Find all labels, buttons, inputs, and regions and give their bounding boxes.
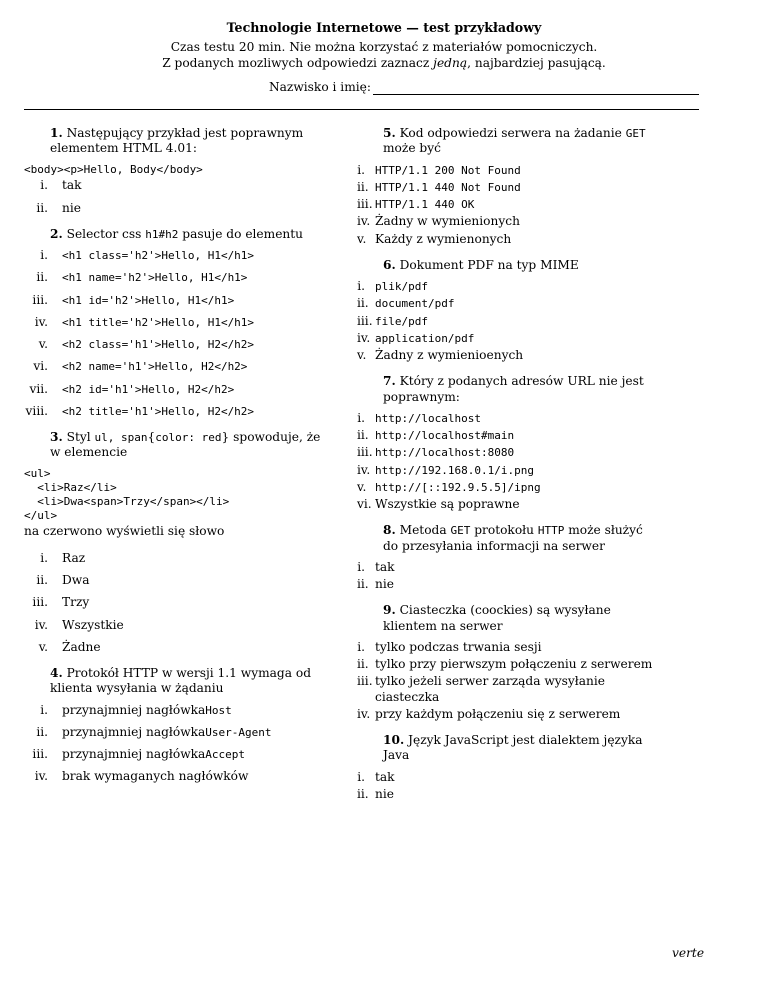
option-number: iv. (357, 462, 371, 477)
code-sample: <body><p>Hello, Body</body> (24, 162, 203, 176)
answer-option[interactable] (357, 232, 657, 247)
option-number: ii. (36, 270, 48, 285)
option-text: nie (375, 577, 394, 591)
option-text: tylko przy pierwszym połączeniu z serwerem (375, 657, 653, 671)
question-text (357, 523, 657, 554)
answer-option[interactable] (24, 595, 334, 610)
answer-option[interactable] (357, 214, 657, 229)
option-text: <h2 name='h1'>Hello, H2</h2> (62, 360, 248, 374)
question-10 (357, 733, 657, 802)
answer-option[interactable] (24, 178, 334, 193)
option-text: file/pdf (375, 314, 428, 328)
option-number: i. (40, 178, 48, 193)
answer-option[interactable] (357, 428, 657, 443)
test-header (0, 20, 768, 72)
answer-option[interactable] (357, 497, 657, 512)
question-9 (357, 603, 657, 722)
question-text (24, 430, 334, 461)
question-number: 4. (50, 666, 63, 681)
left-column (24, 126, 334, 796)
option-text: HTTP/1.1 440 Not Found (375, 180, 521, 194)
name-row (269, 80, 699, 95)
verte-note: verte (672, 946, 705, 960)
question-body: Który z podanych adresów URL nie jest poprawnym: (383, 374, 644, 404)
option-text: document/pdf (375, 297, 455, 311)
question-text (24, 227, 334, 242)
option-number: iii. (32, 747, 48, 762)
question-body: Selector css (66, 226, 146, 241)
option-number: i. (357, 639, 365, 654)
option-number: ii. (357, 577, 369, 591)
brace: } (221, 430, 230, 444)
option-text: http://localhost#main (375, 429, 515, 442)
answer-option[interactable] (357, 296, 657, 311)
option-number: iii. (32, 292, 48, 307)
answer-option[interactable] (24, 703, 334, 718)
answer-option[interactable] (357, 445, 657, 460)
inline-code: h1#h2 (145, 227, 179, 241)
answer-option[interactable] (24, 640, 334, 655)
answer-option[interactable] (357, 560, 657, 575)
option-text: Dwa (62, 573, 90, 588)
question-number: 5. (383, 126, 396, 140)
question-number: 9. (383, 603, 396, 618)
option-number: i. (357, 769, 365, 784)
option-number: iii. (32, 595, 48, 610)
options-list (24, 178, 334, 216)
question-body: Następujący przykład jest poprawnym elementem HTML 4.01: (50, 126, 304, 156)
question-text (357, 603, 657, 634)
answer-option[interactable] (357, 770, 657, 785)
option-text: <h1 class='h2'>Hello, H1</h1> (62, 249, 255, 262)
question-body: Metoda (399, 523, 451, 538)
question-body: protokołu (470, 523, 538, 538)
test-title: Technologie Internetowe — test przykładowy (226, 20, 542, 35)
option-number: vi. (33, 359, 48, 374)
answer-option[interactable] (24, 359, 334, 374)
question-5 (357, 126, 657, 247)
answer-option[interactable] (24, 382, 334, 397)
answer-option[interactable] (24, 293, 334, 308)
answer-option[interactable] (24, 248, 334, 263)
inline-code: ul, span (94, 431, 148, 444)
inline-code: color: red (155, 431, 222, 444)
option-text: application/pdf (375, 331, 475, 345)
options-list (24, 551, 334, 655)
answer-option[interactable] (24, 201, 334, 216)
option-number: v. (357, 348, 367, 362)
option-text: tylko podczas trwania sesji (375, 639, 542, 654)
option-text: <h2 class='h1'>Hello, H2</h2> (62, 338, 255, 351)
question-body: Styl (66, 430, 95, 444)
option-text: http://localhost:8080 (375, 446, 515, 460)
option-number: vi. (357, 497, 372, 511)
question-body: spowoduje, że w elemencie (50, 430, 321, 460)
option-text: nie (375, 786, 394, 801)
option-number: ii. (357, 657, 369, 671)
options-list (357, 640, 657, 722)
option-text: przy każdym połączeniu się z serwerem (375, 706, 621, 721)
option-number: ii. (36, 724, 48, 739)
option-text: brak wymaganych nagłówków (62, 769, 249, 784)
option-text: Żadne (62, 639, 101, 654)
option-text: Żadny z wymienioenych (375, 348, 524, 362)
question-text (24, 126, 334, 157)
option-text: HTTP/1.1 200 Not Found (375, 163, 521, 177)
answer-option[interactable] (357, 314, 657, 329)
option-number: iii. (357, 313, 373, 328)
option-number: iv. (34, 314, 48, 329)
question-continuation: na czerwono wyświetli się słowo (24, 523, 225, 538)
question-body: Dokument PDF na typ MIME (399, 257, 579, 272)
answer-option[interactable] (357, 787, 657, 802)
answer-option[interactable] (24, 618, 334, 633)
question-text (357, 126, 657, 157)
option-text: http://192.168.0.1/i.png (375, 463, 534, 477)
option-text: przynajmniej nagłówka (62, 724, 206, 739)
option-text: <h1 id='h2'>Hello, H1</h1> (62, 293, 235, 307)
option-text: HTTP/1.1 440 OK (375, 198, 475, 211)
options-list (357, 279, 657, 363)
answer-option[interactable] (24, 725, 334, 740)
option-number: v. (357, 479, 367, 494)
answer-option[interactable] (357, 707, 657, 722)
option-number: iii. (357, 674, 373, 689)
option-text: plik/pdf (375, 280, 428, 293)
option-text: tylko jeżeli serwer zarząda wysyłanie ciasteczka (375, 674, 605, 704)
test-instructions-1: Czas testu 20 min. Nie można korzystać z materiałów pomocniczych. (170, 39, 598, 54)
question-text (357, 374, 657, 405)
option-text: przynajmniej nagłówka (62, 747, 206, 762)
option-number: iv. (34, 617, 48, 632)
question-number: 7. (383, 374, 396, 389)
question-body: Ciasteczka (coockies) są wysyłane klientem na serwer (383, 603, 611, 633)
answer-option[interactable] (357, 657, 657, 672)
question-body: pasuje do elementu (178, 226, 304, 241)
answer-option[interactable] (24, 769, 334, 784)
option-number: v. (38, 337, 48, 351)
option-number: i. (40, 550, 48, 565)
options-list (24, 703, 334, 785)
answer-option[interactable] (24, 551, 334, 566)
question-body: Kod odpowiedzi serwera na żadanie (399, 126, 626, 140)
inline-code: HTTP (537, 524, 565, 538)
answer-option[interactable] (24, 573, 334, 588)
question-1 (24, 126, 334, 216)
answer-option[interactable] (357, 480, 657, 495)
option-text: tak (375, 769, 395, 784)
brace: { (147, 430, 156, 444)
option-number: iii. (357, 197, 373, 211)
question-number: 3. (50, 430, 63, 444)
options-list (357, 770, 657, 803)
option-number: v. (38, 639, 48, 654)
question-number: 8. (383, 523, 396, 538)
question-text (24, 666, 334, 697)
option-number: ii. (357, 428, 369, 442)
instr-text: , najbardziej pasującą. (467, 55, 606, 70)
option-text: Każdy z wymienonych (375, 231, 512, 246)
question-number: 10. (383, 733, 405, 747)
name-field-line[interactable] (373, 82, 699, 95)
option-number: i. (357, 559, 365, 574)
option-number: i. (40, 702, 48, 717)
option-number: ii. (36, 200, 48, 215)
inline-code: GET (450, 524, 471, 538)
answer-option[interactable] (24, 270, 334, 285)
answer-option[interactable] (357, 279, 657, 294)
options-list (357, 411, 657, 513)
option-number: v. (357, 231, 367, 246)
question-body: może służyć do przesyłania informacji na serwer (383, 523, 643, 553)
option-number: i. (40, 248, 48, 262)
answer-option[interactable] (357, 640, 657, 655)
option-text: Raz (62, 550, 86, 565)
answer-option[interactable] (357, 331, 657, 346)
option-text: <h2 id='h1'>Hello, H2</h2> (62, 382, 235, 396)
question-number: 2. (50, 226, 63, 241)
instr-emphasis: jedną (433, 55, 468, 70)
answer-option[interactable] (24, 404, 334, 419)
option-code: Host (205, 703, 232, 717)
answer-option[interactable] (357, 463, 657, 478)
answer-option[interactable] (357, 197, 657, 212)
question-text (357, 258, 657, 273)
inline-code: GET (625, 127, 646, 140)
option-number: i. (357, 279, 365, 293)
option-text: <h2 title='h1'>Hello, H2</h2> (62, 404, 255, 418)
option-number: iv. (357, 330, 371, 345)
option-number: ii. (357, 786, 369, 801)
option-text: Wszystkie (62, 617, 124, 632)
option-text: http://[::192.9.5.5]/ipng (375, 480, 541, 494)
answer-option[interactable] (24, 337, 334, 352)
question-2 (24, 227, 334, 419)
answer-option[interactable] (357, 163, 657, 178)
question-6 (357, 258, 657, 364)
code-sample: <ul> <li>Raz</li> <li>Dwa<span>Trzy</span></li> </ul> (24, 466, 230, 523)
option-number: vii. (29, 381, 48, 396)
option-text: Wszystkie są poprawne (375, 497, 520, 511)
option-text: nie (62, 200, 81, 215)
answer-option[interactable] (357, 674, 657, 705)
name-label: Nazwisko i imię: (269, 80, 371, 94)
instr-text: Z podanych mozliwych odpowiedzi zaznacz (162, 55, 434, 70)
option-number: ii. (357, 179, 369, 194)
option-number: ii. (36, 573, 48, 588)
answer-option[interactable] (357, 411, 657, 426)
header-divider (24, 109, 699, 110)
option-text: <h1 name='h2'>Hello, H1</h1> (62, 271, 248, 285)
option-number: iii. (357, 445, 373, 460)
answer-option[interactable] (24, 747, 334, 762)
question-4 (24, 666, 334, 785)
option-number: i. (357, 410, 365, 425)
option-number: i. (357, 162, 365, 177)
options-list (24, 248, 334, 419)
answer-option[interactable] (24, 315, 334, 330)
question-7 (357, 374, 657, 512)
question-number: 1. (50, 126, 63, 140)
question-number: 6. (383, 257, 396, 272)
option-number: viii. (25, 403, 48, 418)
question-body: Język JavaScript jest dialektem języka Java (383, 733, 643, 763)
answer-option[interactable] (357, 180, 657, 195)
options-list (357, 163, 657, 247)
option-code: Accept (205, 748, 246, 762)
option-code: User-Agent (205, 725, 272, 739)
option-number: ii. (357, 296, 369, 311)
option-text: <h1 title='h2'>Hello, H1</h1> (62, 315, 255, 329)
option-text: tak (62, 178, 82, 193)
option-text: http://localhost (375, 411, 481, 425)
right-column (357, 126, 657, 813)
option-number: iv. (34, 769, 48, 784)
answer-option[interactable] (357, 348, 657, 363)
question-body: Protokół HTTP w wersji 1.1 wymaga od klienta wysyłania w żądaniu (50, 666, 312, 696)
test-instructions-2 (0, 56, 768, 71)
option-number: iv. (357, 214, 371, 229)
option-text: tak (375, 559, 395, 574)
question-8 (357, 523, 657, 592)
option-text: Żadny w wymienionych (375, 214, 520, 229)
question-3 (24, 430, 334, 655)
option-number: iv. (357, 706, 371, 721)
question-text (357, 733, 657, 764)
options-list (357, 560, 657, 593)
option-text: Trzy (62, 595, 90, 610)
answer-option[interactable] (357, 577, 657, 592)
question-body: może być (383, 141, 441, 156)
option-text: przynajmniej nagłówka (62, 702, 206, 717)
